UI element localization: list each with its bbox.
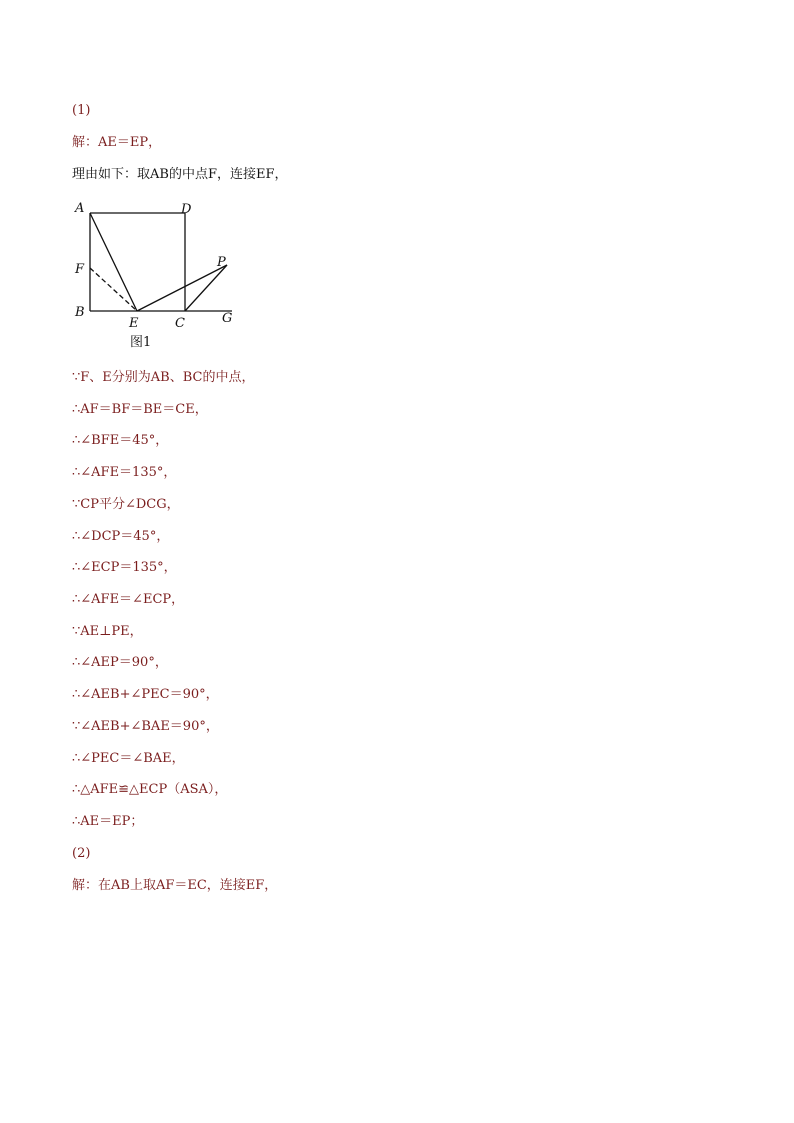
part-2-line: 解：在AB上取AF＝EC，连接EF， — [72, 878, 278, 893]
figure-caption: 图1 — [130, 335, 152, 350]
step-line: ∴∠AFE＝135°， — [72, 465, 177, 480]
step-line: ∴AE＝EP； — [72, 814, 144, 829]
label-p: P — [217, 255, 226, 270]
answer-line: 解：AE＝EP， — [72, 135, 162, 150]
step-line: ∴△AFE≌△ECP（ASA）， — [72, 782, 228, 797]
step-line: ∵F、E分别为AB、BC的中点， — [72, 370, 255, 385]
reason-line: 理由如下：取AB的中点F，连接EF， — [72, 167, 288, 182]
segment-fe-dashed — [90, 268, 137, 311]
step-line: ∵CP平分∠DCG， — [72, 497, 180, 512]
step-line: ∴∠AEP＝90°， — [72, 655, 168, 670]
label-b: B — [75, 305, 85, 320]
step-line: ∵AE⊥PE， — [72, 624, 143, 639]
part-1-label: (1) — [72, 103, 91, 118]
segment-cp — [185, 265, 227, 311]
label-a: A — [75, 201, 85, 216]
step-line: ∵∠AEB+∠BAE＝90°， — [72, 719, 219, 734]
step-line: ∴∠ECP＝135°， — [72, 560, 177, 575]
step-line: ∴∠PEC＝∠BAE， — [72, 751, 185, 766]
label-f: F — [75, 262, 85, 277]
label-c: C — [175, 316, 185, 331]
step-line: ∴∠BFE＝45°， — [72, 433, 169, 448]
step-line: ∴AF＝BF＝BE＝CE， — [72, 402, 208, 417]
part-2-label: (2) — [72, 846, 91, 861]
label-e: E — [129, 316, 139, 331]
step-line: ∴∠AEB+∠PEC＝90°， — [72, 687, 219, 702]
geometry-figure — [72, 198, 242, 358]
label-d: D — [181, 202, 192, 217]
segment-ae — [90, 213, 137, 311]
label-g: G — [222, 311, 233, 326]
step-line: ∴∠AFE＝∠ECP， — [72, 592, 185, 607]
segment-ep — [137, 265, 227, 311]
step-line: ∴∠DCP＝45°， — [72, 529, 170, 544]
